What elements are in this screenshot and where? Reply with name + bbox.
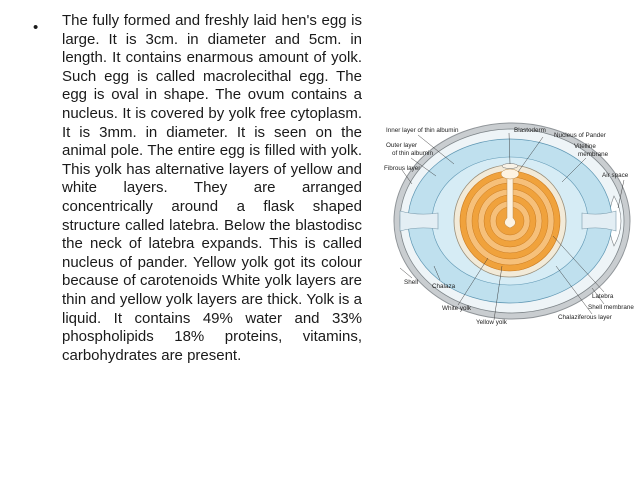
label-outer-layer-2: of thin albumin (392, 150, 433, 157)
chalaza-right (582, 211, 616, 231)
label-white-yolk: White yolk (442, 305, 472, 312)
label-inner-albumin: Inner layer of thin albumin (386, 127, 459, 134)
egg-diagram (378, 118, 634, 358)
label-chalaza: Chalaza (432, 283, 456, 290)
label-shell: Shell (404, 279, 419, 286)
label-fibrous-layer: Fibrous layer (384, 165, 421, 172)
chalaza-left (400, 211, 438, 231)
label-yellow-yolk: Yellow yolk (476, 319, 507, 326)
label-shell-membrane: Shell membrane (588, 304, 634, 311)
egg-diagram-svg (378, 118, 634, 358)
label-air-space: Air space (602, 172, 629, 179)
label-vitelline-1: Vitelline (574, 143, 596, 150)
label-vitelline-2: membrane (578, 151, 609, 158)
nucleus-of-pander (501, 169, 519, 179)
label-outer-layer-1: Outer layer (386, 142, 418, 149)
label-nucleus-pander: Nucleus of Pander (554, 132, 606, 139)
label-latebra: Latebra (592, 293, 614, 300)
body-paragraph: The fully formed and freshly laid hen's egg is large. It is 3cm. in diameter and 5cm. in length. It contains enarmous amount of yolk. Such egg is called macrolecithal egg. The egg is oval in shape. The ovum contains a nucleus. It is covered by yolk free cytoplasm. It is 3mm. in diameter. It is seen on the animal pole. The entire egg is filled with yolk. This yolk has alternative layers of yellow and white layers. They are arranged concentrically around a flask shaped structure called latebra. Below the blastodisc the neck of latebra expands. This is called nucleus of pander. Yellow yolk got its colour because of carotenoids White yolk layers are thin and yellow yolk layers are thick. Yolk is a liquid. It contains 49% water and 33% phospholipids 18% proteins, vitamins, carbohydrates are present. (62, 12, 362, 364)
blastoderm (502, 164, 518, 169)
label-blastoderm: Blastoderm (514, 127, 546, 134)
label-chalaziferous: Chalaziferous layer (558, 314, 612, 321)
bullet-marker: • (33, 19, 39, 36)
